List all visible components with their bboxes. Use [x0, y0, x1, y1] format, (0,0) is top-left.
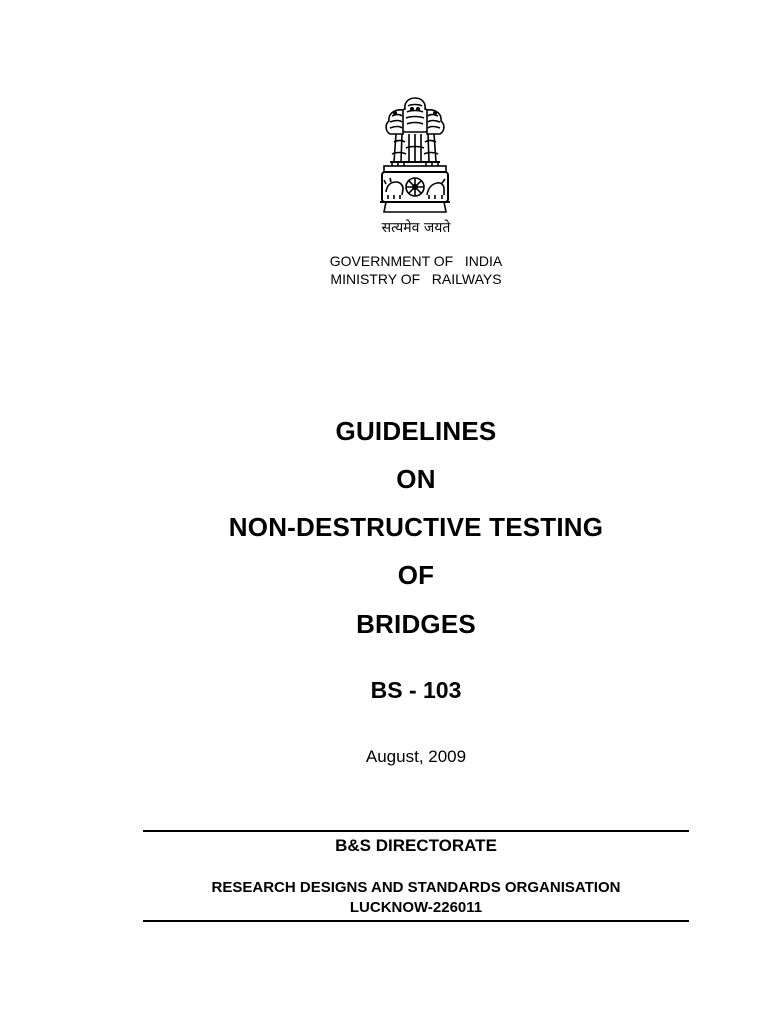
- directorate-name: B&S DIRECTORATE: [335, 836, 497, 855]
- title-line-subject: NON-DESTRUCTIVE TESTING: [228, 512, 604, 542]
- title-line-guidelines: GUIDELINES: [335, 416, 497, 446]
- ashoka-lion-capital-emblem-icon: [372, 92, 458, 216]
- government-label: GOVERNMENT OF INDIA: [329, 253, 503, 269]
- top-divider: [143, 830, 689, 832]
- title-line-of: OF: [397, 560, 435, 590]
- document-code: BS - 103: [370, 677, 462, 703]
- national-motto: सत्यमेव जयते: [381, 220, 451, 236]
- title-line-on: ON: [396, 464, 436, 494]
- bottom-divider: [143, 920, 689, 922]
- title-line-bridges: BRIDGES: [356, 609, 476, 639]
- publication-date: August, 2009: [365, 747, 467, 766]
- organisation-location: LUCKNOW-226011: [349, 899, 483, 916]
- organisation-name: RESEARCH DESIGNS AND STANDARDS ORGANISATION: [211, 879, 621, 896]
- ministry-label: MINISTRY OF RAILWAYS: [330, 271, 502, 287]
